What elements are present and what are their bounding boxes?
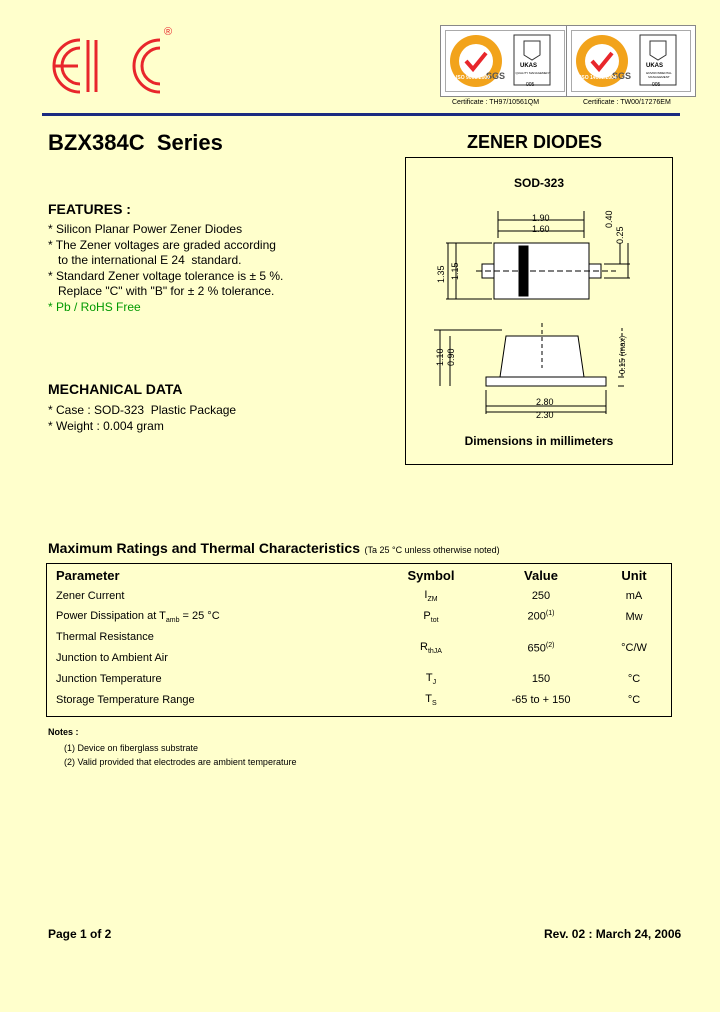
ukas-label: UKAS xyxy=(646,63,664,69)
sgs-label: SGS xyxy=(612,71,632,81)
features-heading: FEATURES : xyxy=(48,201,131,217)
dim-width-max: 1.90 xyxy=(532,213,550,223)
dim-height-max: 1.35 xyxy=(436,265,446,283)
value-cell: 250 xyxy=(531,590,551,603)
feature-line: * The Zener voltages are graded according xyxy=(48,237,276,252)
certificate-1-caption: Certificate : TH97/10561QM xyxy=(452,99,540,106)
value-cell: -65 to + 150 xyxy=(511,693,571,706)
iso-ring-label: ISO 9001:2000 xyxy=(456,75,490,81)
dim-lead-max: 0.40 xyxy=(604,210,614,228)
ratings-title: Maximum Ratings and Thermal Characteristics xyxy=(48,540,360,556)
pb-free-line: * Pb / RoHS Free xyxy=(48,299,141,314)
ukas-sub-label: QUALITY MANAGEMENT xyxy=(515,71,551,75)
package-name: SOD-323 xyxy=(513,176,565,190)
table-row xyxy=(46,690,672,711)
sgs-label: SGS xyxy=(486,71,506,81)
iso-ring-label: ISO 14001:2004 xyxy=(580,75,617,81)
feature-line: to the international E 24 standard. xyxy=(48,253,242,267)
symbol-cell: $T_J$ xyxy=(425,672,437,687)
ratings-table xyxy=(46,564,672,710)
dim-lead-min: 0.25 xyxy=(615,226,625,244)
ukas-label: UKAS xyxy=(520,63,538,69)
symbol-cell: $I_{ZM}$ xyxy=(424,589,438,604)
col-symbol: Symbol xyxy=(407,567,455,583)
certificate-badge-2 xyxy=(566,25,696,97)
package-drawing-box xyxy=(405,157,673,465)
col-parameter: Parameter xyxy=(56,567,120,583)
ukas-sub-label: ENVIRONMENTAL MANAGEMENT xyxy=(646,71,672,79)
features-list xyxy=(48,222,283,315)
certificate-badge-1 xyxy=(440,25,570,97)
dim-thick-min: 0.90 xyxy=(446,348,456,366)
unit-cell: °C xyxy=(627,673,641,686)
param-cell: Zener Current xyxy=(56,590,125,603)
registered-mark: ® xyxy=(164,26,173,38)
notes-list xyxy=(64,741,296,769)
mechanical-line: * Weight : 0.004 gram xyxy=(48,418,164,433)
value-cell: 650$^{(2)}$ xyxy=(527,641,555,655)
ukas-code: 005 xyxy=(526,82,535,88)
value-cell: 150 xyxy=(531,673,551,686)
col-value: Value xyxy=(524,567,558,583)
mechanical-line: * Case : SOD-323 Plastic Package xyxy=(48,403,237,417)
feature-line: * Silicon Planar Power Zener Diodes xyxy=(48,222,243,236)
table-header-row xyxy=(46,564,672,586)
dim-length-min: 2.30 xyxy=(536,410,554,420)
dim-height-min: 1.15 xyxy=(450,262,460,280)
feature-line: * Standard Zener voltage tolerance is ± 5 %. xyxy=(48,268,284,283)
mechanical-list xyxy=(48,403,236,434)
symbol-cell: $P_{tot}$ xyxy=(423,609,439,624)
mechanical-heading: MECHANICAL DATA xyxy=(48,381,183,397)
ukas-code: 005 xyxy=(652,82,661,88)
value-cell: 200$^{(1)}$ xyxy=(527,610,555,624)
dimensions-caption: Dimensions in millimeters xyxy=(464,434,614,448)
symbol-cell: $R_{thJA}$ xyxy=(420,640,442,656)
ratings-heading xyxy=(48,540,500,558)
category-title: ZENER DIODES xyxy=(467,132,603,152)
unit-cell: mA xyxy=(625,590,643,603)
header-rule xyxy=(42,113,680,116)
table-row xyxy=(46,586,672,607)
dim-lead-thickness: 0.15 (max) xyxy=(618,335,627,374)
certificate-2-caption: Certificate : TW00/17276EM xyxy=(583,99,671,106)
param-cell: Power Dissipation at $T_{amb} = 25$ °C xyxy=(56,609,220,624)
dim-width-min: 1.60 xyxy=(532,224,550,234)
param-cell: Thermal Resistance Junction to Ambient Air xyxy=(56,631,168,664)
ratings-condition: (Ta 25 °C unless otherwise noted) xyxy=(364,545,500,555)
param-cell: Storage Temperature Range xyxy=(56,693,195,706)
eic-logo xyxy=(34,26,184,100)
col-unit: Unit xyxy=(621,567,647,583)
dim-length-max: 2.80 xyxy=(536,397,554,407)
unit-cell: °C xyxy=(627,693,641,706)
page-number: Page 1 of 2 xyxy=(48,927,112,941)
notes-heading: Notes : xyxy=(48,727,79,737)
param-cell: Junction Temperature xyxy=(56,673,162,686)
table-row xyxy=(46,669,672,690)
table-row xyxy=(46,607,672,628)
unit-cell: °C/W xyxy=(621,642,647,654)
feature-line: Replace "C" with "B" for ± 2 % tolerance. xyxy=(48,284,275,298)
note-item: (1) Device on fiberglass substrate xyxy=(64,743,199,753)
unit-cell: Mw xyxy=(625,610,643,623)
symbol-cell: $T_S$ xyxy=(425,692,437,707)
note-item: (2) Valid provided that electrodes are ambient temperature xyxy=(64,757,297,767)
table-row xyxy=(46,627,672,669)
part-title: BZX384C Series xyxy=(48,130,223,155)
dim-thick-max: 1.10 xyxy=(435,348,445,366)
revision-date: Rev. 02 : March 24, 2006 xyxy=(544,927,682,941)
